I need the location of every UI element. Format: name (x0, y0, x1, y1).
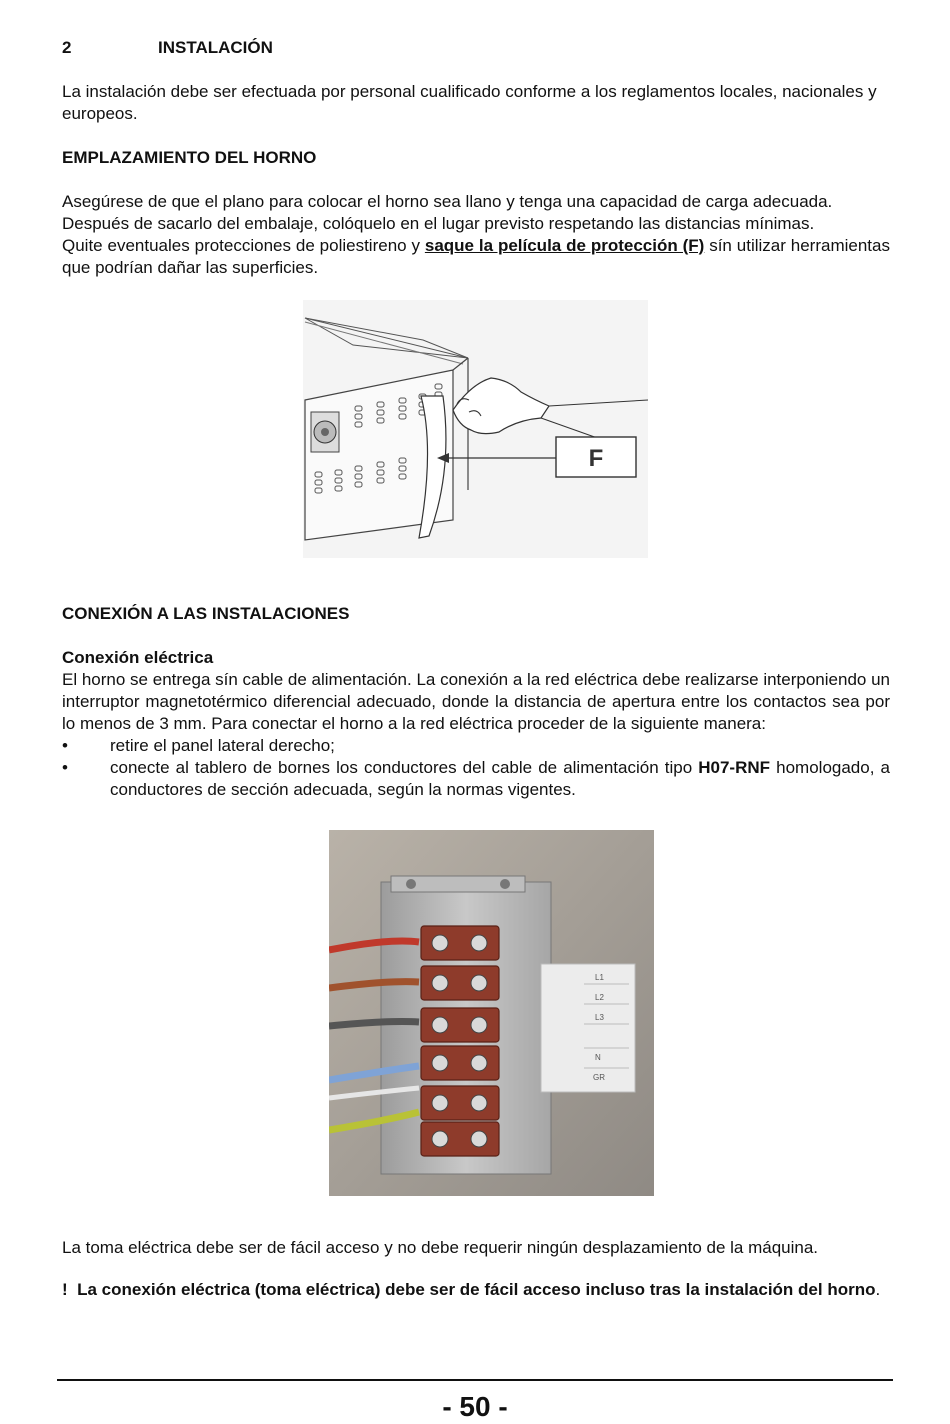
electrical-connection-paragraph: El horno se entrega sín cable de alimentación. La conexión a la red eléctrica debe realizarse interponiendo un interruptor magnetotérmico diferencial adecuado, donde la distancia de apertura entre los contactos sea por lo menos de 3 mm. Para conectar el horno a la red eléctrica proceder de la siguiente manera: (62, 670, 890, 733)
intro-paragraph: La instalación debe ser efectuada por personal cualificado conforme a los reglamentos locales, nacionales y europeos. (62, 82, 877, 123)
terminal-block-photo (329, 830, 654, 1196)
cable-type: H07-RNF (698, 758, 771, 777)
list-item (62, 757, 890, 801)
terminal-label-gr: GR (593, 1073, 605, 1082)
warning-icon: ! (62, 1280, 68, 1299)
page-number: - 50 - (442, 1391, 508, 1422)
terminal-label-l1: L1 (595, 973, 604, 982)
footer-divider (57, 1379, 893, 1381)
connection-heading: CONEXIÓN A LAS INSTALACIONES (62, 604, 350, 623)
bullet-icon: • (62, 736, 68, 755)
terminal-label-card (541, 964, 635, 1092)
step-remove-panel: retire el panel lateral derecho; (110, 736, 335, 755)
placement-heading: EMPLAZAMIENTO DEL HORNO (62, 148, 317, 167)
oven-film-illustration (303, 300, 648, 558)
placement-line-3-start: Quite eventuales protecciones de poliestireno y (62, 236, 425, 255)
figure-label-f: F (588, 445, 604, 472)
step-connect-cable-end: homologado, a conductores de sección adecuada, según la normas vigentes. (110, 758, 890, 799)
electrical-connection-subheading: Conexión eléctrica (62, 648, 214, 667)
warning-tail: . (875, 1280, 881, 1299)
placement-line-1: Asegúrese de que el plano para colocar el horno sea llano y tenga una capacidad de carga adecuada. (62, 192, 833, 211)
outlet-note: La toma eléctrica debe ser de fácil acceso y no debe requerir ningún desplazamiento de la máquina. (62, 1238, 819, 1257)
terminal-label-n: N (595, 1053, 601, 1062)
section-number: 2 (62, 38, 72, 57)
bullet-icon: • (62, 758, 68, 777)
placement-line-3-end: sín utilizar herramientas que podrían dañar las superficies. (62, 236, 890, 277)
terminal-label-l3: L3 (595, 1013, 604, 1022)
terminal-label-l2: L2 (595, 993, 604, 1002)
list-item (62, 735, 890, 757)
section-title: INSTALACIÓN (158, 38, 273, 57)
warning-text: La conexión eléctrica (toma eléctrica) debe ser de fácil acceso incluso tras la instalación del horno (77, 1280, 876, 1299)
connection-steps-list (62, 735, 890, 801)
placement-line-3 (62, 235, 890, 279)
protective-film-instruction: saque la película de protección (F) (424, 236, 705, 255)
placement-line-2: Después de sacarlo del embalaje, colóquelo en el lugar previsto respetando las distancias mínimas. (62, 214, 815, 233)
warning-note (62, 1279, 890, 1301)
step-connect-cable: conecte al tablero de bornes los conductores del cable de alimentación tipo (110, 758, 699, 777)
